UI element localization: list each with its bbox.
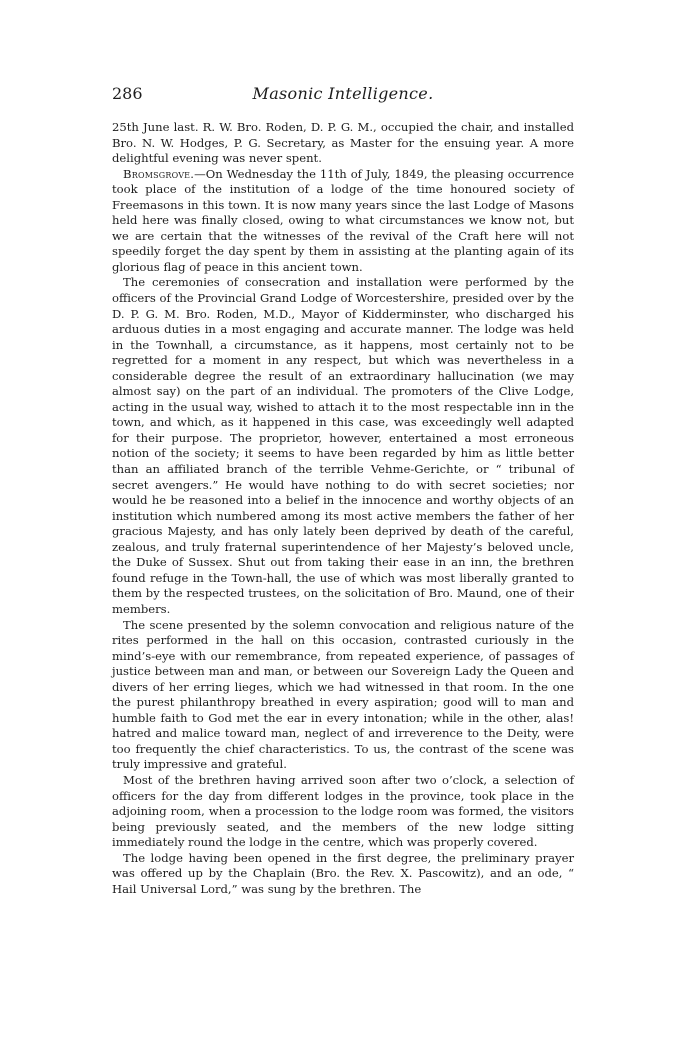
book-page <box>112 84 574 897</box>
page-number: 286 <box>112 84 143 103</box>
article-body <box>112 120 574 897</box>
paragraph-text: —On Wednesday the 11th of July, 1849, the pleasing occurrence took place of the institution of a lodge of the time honoured society of Freemasons in this town. It is now many years since the last Lodge of Masons held here was finally closed, owing to what circumstances we know not, but we are certain that the witnesses of the revival of the Craft here will not speedily forget the day spent by them in assisting at the planting again of its glorious flag of peace in this ancient town. <box>112 166 574 274</box>
paragraph-text: Most of the brethren having arrived soon after two o’clock, a selection of officers for the day from different lodges in the province, took place in the adjoining room, when a procession to the lodge room was formed, the visitors being previously seated, and the members of the new lodge sitting immediately round the lodge in the centre, which was properly covered. <box>112 772 574 850</box>
paragraph <box>112 120 574 167</box>
paragraph-text: The ceremonies of consecration and installation were performed by the officers of the Provincial Grand Lodge of Worcestershire, presided over by the D. P. G. M. Bro. Roden, M.D., Mayor of Kidderminster, who discharged his arduous duties in a most engaging and accurate manner. The lodge was held in the Townhall, a circumstance, as it happens, most certainly not to be regretted for a moment in any respect, but which was nevertheless in a considerable degree the result of an extraordinary hallucination (we may almost say) on the part of an individual. The promoters of the Clive Lodge, acting in the usual way, wished to attach it to the most respectable inn in the town, and which, as it happened in this case, was exceedingly well adapted for their purpose. The proprietor, however, entertained a most erroneous notion of the society; it seems to have been regarded by him as little better than an affiliated branch of the terrible Vehme-Gerichte, or “ tribunal of secret avengers.” He would have nothing to do with secret societies; nor would he be reasoned into a belief in the innocence and worthy objects of an institution which numbered among its most active members the father of her gracious Majesty, and has only lately been deprived by death of the careful, zealous, and truly fraternal superintendence of her Majesty’s beloved uncle, the Duke of Sussex. Shut out from taking their ease in an inn, the brethren found refuge in the Town-hall, the use of which was most liberally granted to them by the respected trustees, on the solicitation of Bro. Maund, one of their members. <box>112 275 574 616</box>
paragraph-text: 25th June last. R. W. Bro. Roden, D. P. G. M., occupied the chair, and installed Bro. N. W. Hodges, P. G. Secretary, as Master for the ensuing year. A more delightful evening was never spent. <box>112 120 574 166</box>
place-heading: Bromsgrove. <box>123 166 195 181</box>
paragraph <box>112 618 574 773</box>
running-title: Masonic Intelligence. <box>252 84 434 103</box>
paragraph <box>112 275 574 617</box>
paragraph <box>112 851 574 898</box>
paragraph-text: The lodge having been opened in the first degree, the preliminary prayer was offered up by the Chaplain (Bro. the Rev. X. Pascowitz), and an ode, “ Hail Universal Lord,” was sung by the brethren. The <box>112 850 574 896</box>
page-header <box>112 84 574 108</box>
paragraph-text: The scene presented by the solemn convocation and religious nature of the rites performed in the hall on this occasion, contrasted curiously in the mind’s-eye with our remembrance, from repeated experience, of passages of justice between man and man, or between our Sovereign Lady the Queen and divers of her erring lieges, which we had witnessed in that room. In the one the purest philanthropy breathed in every aspiration; good will to man and humble faith to God met the ear in every intonation; while in the other, alas! hatred and malice toward man, neglect of and irreverence to the Deity, were too frequently the chief characteristics. To us, the contrast of the scene was truly impressive and grateful. <box>112 617 574 772</box>
paragraph <box>112 773 574 851</box>
paragraph <box>112 167 574 276</box>
